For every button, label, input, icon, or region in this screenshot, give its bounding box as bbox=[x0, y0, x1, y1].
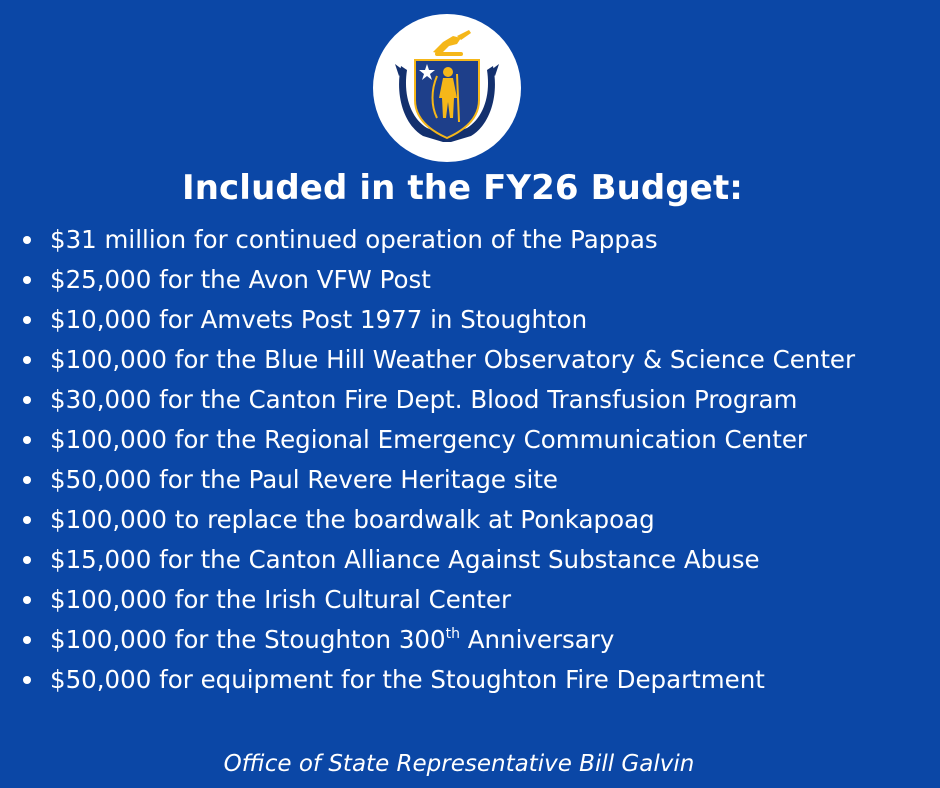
bullet-icon bbox=[23, 516, 31, 524]
ordinal-suffix: th bbox=[445, 626, 460, 642]
list-item bbox=[0, 620, 910, 660]
state-seal bbox=[373, 14, 521, 162]
list-item-text: $10,000 for Amvets Post 1977 in Stoughton bbox=[50, 305, 588, 334]
list-item-text: $31 million for continued operation of the Pappas bbox=[50, 225, 658, 254]
list-item bbox=[0, 260, 910, 300]
list-item-text: $100,000 for the Regional Emergency Communication Center bbox=[50, 425, 807, 454]
list-item-text: $30,000 for the Canton Fire Dept. Blood Transfusion Program bbox=[50, 385, 798, 414]
bullet-icon bbox=[23, 436, 31, 444]
bullet-icon bbox=[23, 236, 31, 244]
seal-icon bbox=[373, 14, 521, 162]
bullet-icon bbox=[23, 276, 31, 284]
list-item-text: $50,000 for the Paul Revere Heritage site bbox=[50, 465, 559, 494]
bullet-icon bbox=[23, 356, 31, 364]
bullet-icon bbox=[23, 396, 31, 404]
list-item-text: $100,000 for the Blue Hill Weather Observatory & Science Center bbox=[50, 345, 856, 374]
list-item-text: $50,000 for equipment for the Stoughton Fire Department bbox=[50, 665, 765, 694]
bullet-icon bbox=[23, 476, 31, 484]
bullet-icon bbox=[23, 676, 31, 684]
list-item bbox=[0, 300, 910, 340]
list-item-text: $15,000 for the Canton Alliance Against Substance Abuse bbox=[50, 545, 760, 574]
footer-attribution: Office of State Representative Bill Galvin bbox=[223, 751, 695, 777]
list-item bbox=[0, 540, 910, 580]
bullet-icon bbox=[23, 596, 31, 604]
list-item bbox=[0, 220, 910, 260]
list-item-text: $100,000 to replace the boardwalk at Ponkapoag bbox=[50, 505, 655, 534]
budget-items-list bbox=[0, 220, 910, 700]
list-item-text-tail: Anniversary bbox=[459, 625, 615, 654]
list-item bbox=[0, 380, 910, 420]
list-item bbox=[0, 340, 910, 380]
list-item bbox=[0, 420, 910, 460]
page-title: Included in the FY26 Budget: bbox=[182, 168, 743, 208]
list-item-text: $25,000 for the Avon VFW Post bbox=[50, 265, 431, 294]
list-item-text: $100,000 for the Stoughton 300 bbox=[50, 625, 446, 654]
bullet-icon bbox=[23, 556, 31, 564]
bullet-icon bbox=[23, 636, 31, 644]
list-item bbox=[0, 500, 910, 540]
seal-crest bbox=[433, 36, 461, 54]
list-item bbox=[0, 580, 910, 620]
bullet-icon bbox=[23, 316, 31, 324]
list-item-text: $100,000 for the Irish Cultural Center bbox=[50, 585, 512, 614]
list-item bbox=[0, 460, 910, 500]
list-item bbox=[0, 660, 910, 700]
